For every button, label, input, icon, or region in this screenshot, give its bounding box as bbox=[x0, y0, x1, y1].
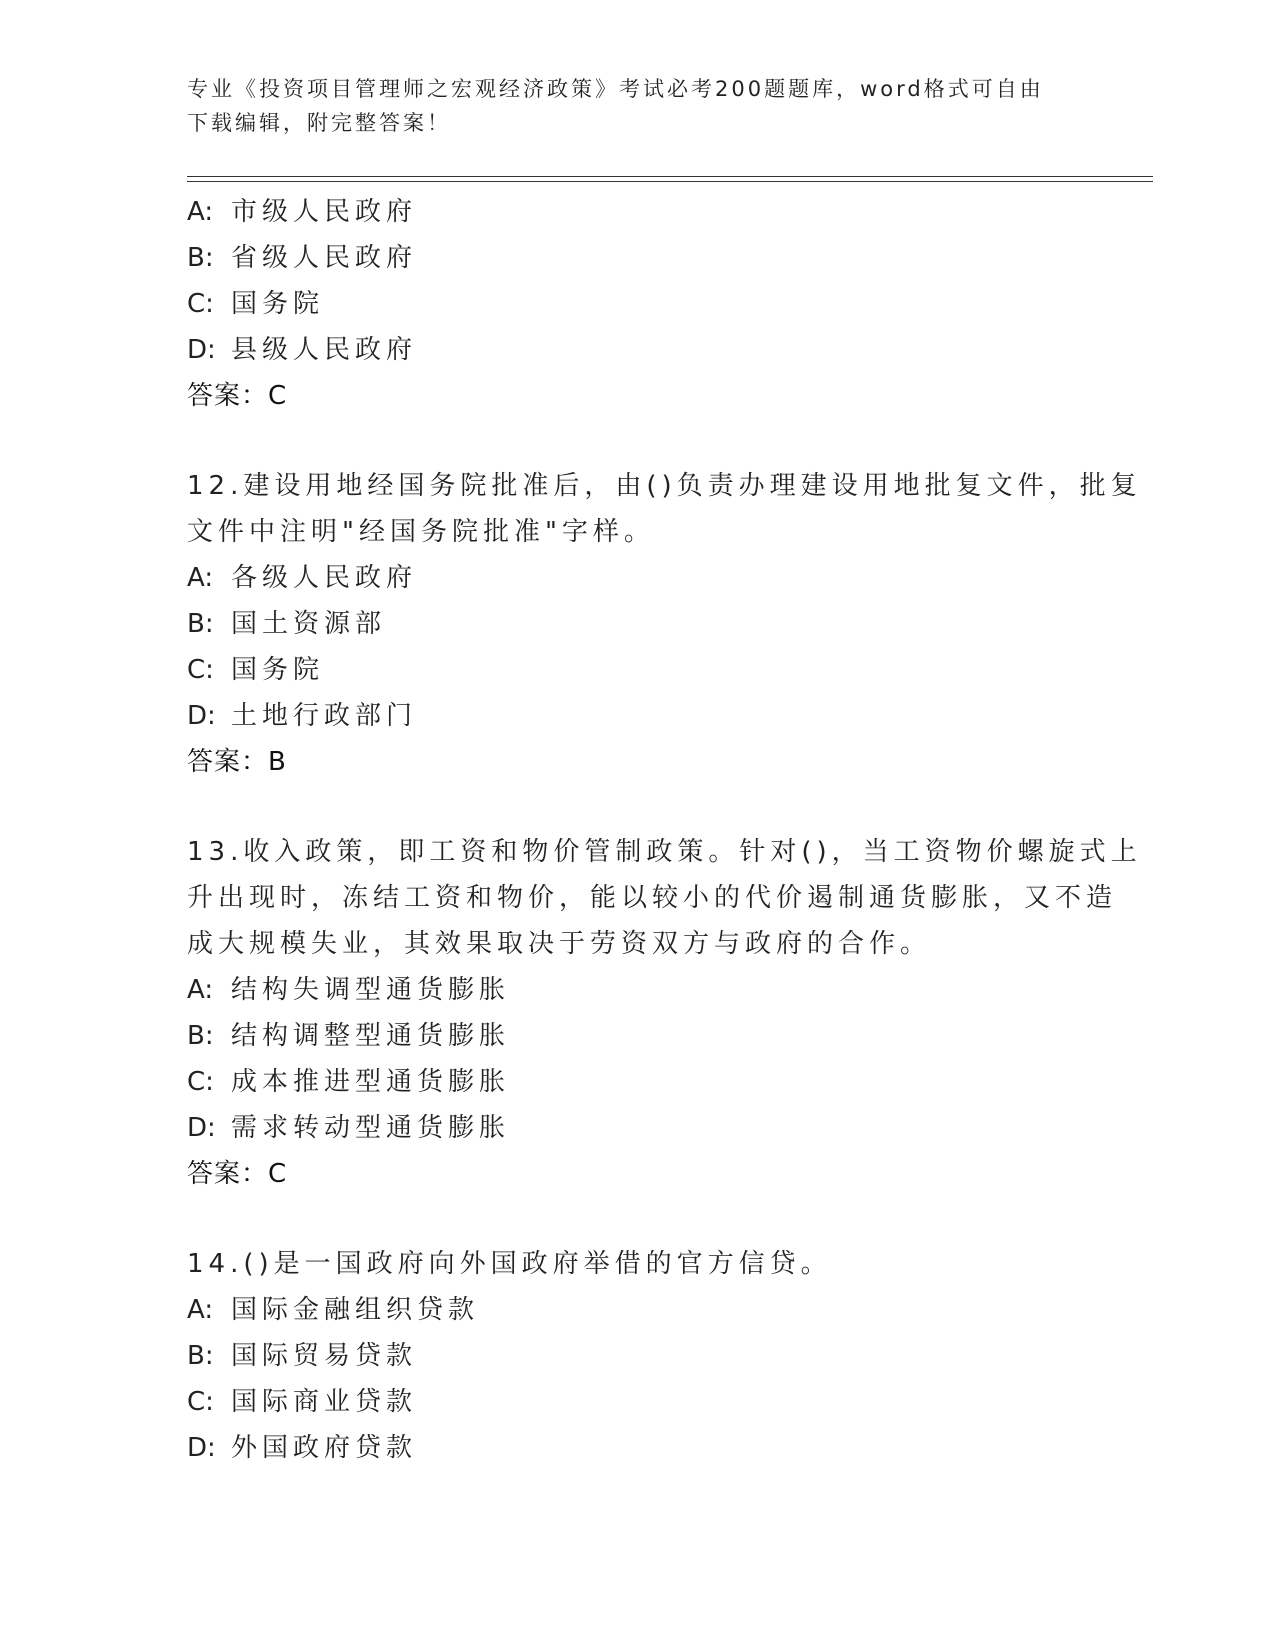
answer: 答案：C bbox=[187, 1159, 288, 1189]
answer: 答案：B bbox=[187, 747, 287, 777]
question-text-line: 成大规模失业，其效果取决于劳资双方与政府的合作。 bbox=[187, 929, 932, 959]
question-14 bbox=[187, 1241, 1087, 1471]
option-letter: C: bbox=[187, 655, 214, 685]
option-text: 国务院 bbox=[231, 655, 325, 685]
question-12 bbox=[187, 463, 1142, 785]
answer: 答案：C bbox=[187, 381, 288, 411]
question-13 bbox=[187, 829, 1142, 1197]
option-text: 各级人民政府 bbox=[231, 563, 418, 593]
option-text: 国土资源部 bbox=[231, 609, 387, 639]
option-letter: B: bbox=[187, 243, 214, 273]
option-text: 外国政府贷款 bbox=[231, 1433, 418, 1463]
option-text: 国际商业贷款 bbox=[231, 1387, 418, 1417]
option-text: 国际金融组织贷款 bbox=[231, 1295, 480, 1325]
option-letter: C: bbox=[187, 1387, 214, 1417]
question-text-line: 13.收入政策，即工资和物价管制政策。针对()，当工资物价螺旋式上 bbox=[187, 837, 1142, 867]
option-text: 县级人民政府 bbox=[231, 335, 418, 365]
option-d bbox=[187, 693, 1087, 739]
question-list bbox=[187, 189, 1142, 1471]
option-letter: C: bbox=[187, 1067, 214, 1097]
option-text: 需求转动型通货膨胀 bbox=[231, 1113, 511, 1143]
option-a bbox=[187, 555, 1087, 601]
question-11 bbox=[187, 189, 1087, 419]
option-letter: D: bbox=[187, 701, 216, 731]
option-a bbox=[187, 967, 1087, 1013]
option-letter: D: bbox=[187, 1433, 216, 1463]
question-text-line: 升出现时，冻结工资和物价，能以较小的代价遏制通货膨胀，又不造 bbox=[187, 883, 1118, 913]
option-letter: D: bbox=[187, 335, 216, 365]
option-a bbox=[187, 1287, 1087, 1333]
option-text: 结构调整型通货膨胀 bbox=[231, 1021, 511, 1051]
option-text: 成本推进型通货膨胀 bbox=[231, 1067, 511, 1097]
option-b bbox=[187, 235, 1087, 281]
option-d bbox=[187, 1105, 1087, 1151]
option-b bbox=[187, 601, 1087, 647]
option-text: 市级人民政府 bbox=[231, 197, 418, 227]
question-text-line: 文件中注明"经国务院批准"字样。 bbox=[187, 517, 655, 547]
option-text: 国务院 bbox=[231, 289, 325, 319]
option-text: 土地行政部门 bbox=[231, 701, 418, 731]
option-letter: B: bbox=[187, 1021, 214, 1051]
option-letter: C: bbox=[187, 289, 214, 319]
option-letter: A: bbox=[187, 563, 214, 593]
option-c bbox=[187, 281, 1087, 327]
option-letter: A: bbox=[187, 1295, 214, 1325]
option-text: 国际贸易贷款 bbox=[231, 1341, 418, 1371]
option-letter: A: bbox=[187, 975, 214, 1005]
header-line-1: 专业《投资项目管理师之宏观经济政策》考试必考200题题库，word格式可自由 bbox=[187, 77, 1044, 101]
option-letter: A: bbox=[187, 197, 214, 227]
option-a bbox=[187, 189, 1087, 235]
option-text: 结构失调型通货膨胀 bbox=[231, 975, 511, 1005]
spacer bbox=[187, 785, 1087, 829]
spacer bbox=[187, 419, 1087, 463]
option-d bbox=[187, 1425, 1087, 1471]
header-divider-bottom bbox=[187, 181, 1153, 182]
option-letter: D: bbox=[187, 1113, 216, 1143]
option-c bbox=[187, 1379, 1087, 1425]
spacer bbox=[187, 1197, 1087, 1241]
question-text-line: 14.()是一国政府向外国政府举借的官方信贷。 bbox=[187, 1249, 832, 1279]
option-text: 省级人民政府 bbox=[231, 243, 418, 273]
option-letter: B: bbox=[187, 609, 214, 639]
document-header bbox=[187, 72, 1067, 140]
option-letter: B: bbox=[187, 1341, 214, 1371]
header-divider-top bbox=[187, 176, 1153, 177]
header-line-2: 下载编辑，附完整答案！ bbox=[187, 111, 451, 135]
option-d bbox=[187, 327, 1087, 373]
option-b bbox=[187, 1013, 1087, 1059]
option-c bbox=[187, 1059, 1087, 1105]
question-text-line: 12.建设用地经国务院批准后，由()负责办理建设用地批复文件，批复 bbox=[187, 471, 1142, 501]
option-c bbox=[187, 647, 1087, 693]
option-b bbox=[187, 1333, 1087, 1379]
